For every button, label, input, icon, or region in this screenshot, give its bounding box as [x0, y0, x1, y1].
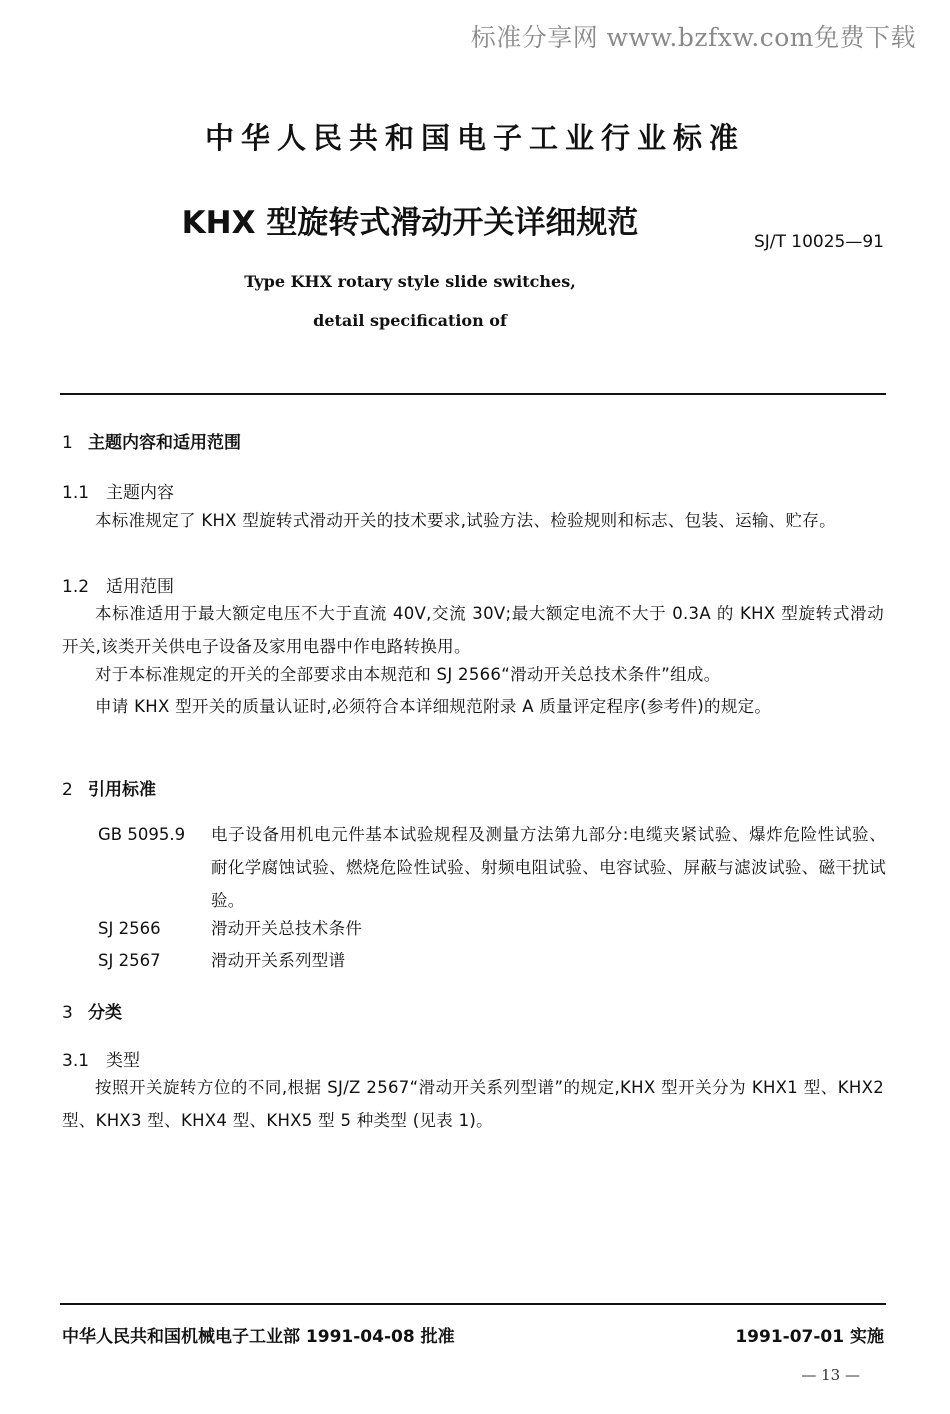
section-3-heading [62, 998, 122, 1023]
section-2-title: 引用标准 [88, 780, 156, 800]
watermark-text: 标准分享网 www.bzfxw.com免费下载 [470, 23, 916, 52]
issuing-authority-heading: 中华人民共和国电子工业行业标准 [204, 121, 745, 155]
reference-item [98, 944, 886, 977]
subsection-1-1-title: 主题内容 [106, 483, 174, 503]
approval-statement: 中华人民共和国机械电子工业部 1991-04-08 批准 [62, 1327, 455, 1347]
subsection-3-1-heading [62, 1046, 140, 1071]
paragraph-1-2-requirements: 对于本标准规定的开关的全部要求由本规范和 SJ 2566“滑动开关总技术条件”组成。 [95, 665, 721, 684]
paragraph-1-2-certification: 申请 KHX 型开关的质量认证时,必须符合本详细规范附录 A 质量评定程序(参考件)的规定。 [95, 697, 772, 716]
header-divider [60, 393, 886, 395]
section-1-heading [62, 428, 241, 453]
reference-code: GB 5095.9 [98, 825, 186, 844]
footer-divider [60, 1303, 886, 1305]
paragraph-1-1: 本标准规定了 KHX 型旋转式滑动开关的技术要求,试验方法、检验规则和标志、包装、运输、贮存。 [95, 511, 836, 530]
paragraph-3-1: 按照开关旋转方位的不同,根据 SJ/Z 2567“滑动开关系列型谱”的规定,KHX 型开关分为 KHX1 型、KHX2 型、KHX3 型、KHX4 型、KHX5 型 5 种类型 (见表 1)。 [62, 1078, 884, 1130]
page-number: — 13 — [801, 1366, 860, 1384]
subsection-1-2-title: 适用范围 [106, 577, 174, 597]
reference-code: SJ 2566 [98, 919, 161, 938]
section-3-number: 3 [62, 1003, 73, 1023]
reference-item [98, 818, 886, 917]
subsection-3-1-title: 类型 [106, 1051, 140, 1071]
subsection-1-2-heading [62, 572, 174, 597]
subsection-1-1-heading [62, 478, 174, 503]
reference-text: 电子设备用机电元件基本试验规程及测量方法第九部分:电缆夹紧试验、爆炸危险性试验、耐化学腐蚀试验、燃烧危险性试验、射频电阻试验、电容试验、屏蔽与滤波试验、磁干扰试验。 [211, 825, 886, 910]
english-title-line-1: Type KHX rotary style slide switches, [244, 272, 576, 291]
subsection-3-1-number: 3.1 [62, 1051, 90, 1071]
reference-text: 滑动开关总技术条件 [211, 919, 363, 938]
subsection-1-2-number: 1.2 [62, 577, 90, 597]
section-2-heading [62, 775, 156, 800]
english-title-line-2: detail specification of [313, 311, 507, 330]
paragraph-1-2-scope: 本标准适用于最大额定电压不大于直流 40V,交流 30V;最大额定电流不大于 0.3A 的 KHX 型旋转式滑动开关,该类开关供电子设备及家用电器中作电路转换用。 [62, 604, 884, 656]
section-1-number: 1 [62, 433, 73, 453]
reference-text: 滑动开关系列型谱 [211, 951, 346, 970]
implementation-date: 1991-07-01 实施 [735, 1327, 884, 1347]
subsection-1-1-number: 1.1 [62, 483, 90, 503]
reference-item [98, 912, 886, 945]
section-1-title: 主题内容和适用范围 [88, 433, 241, 453]
section-2-number: 2 [62, 780, 73, 800]
reference-code: SJ 2567 [98, 951, 161, 970]
section-3-title: 分类 [88, 1003, 122, 1023]
document-title: KHX 型旋转式滑动开关详细规范 [181, 205, 639, 241]
standard-number: SJ/T 10025—91 [753, 232, 884, 252]
